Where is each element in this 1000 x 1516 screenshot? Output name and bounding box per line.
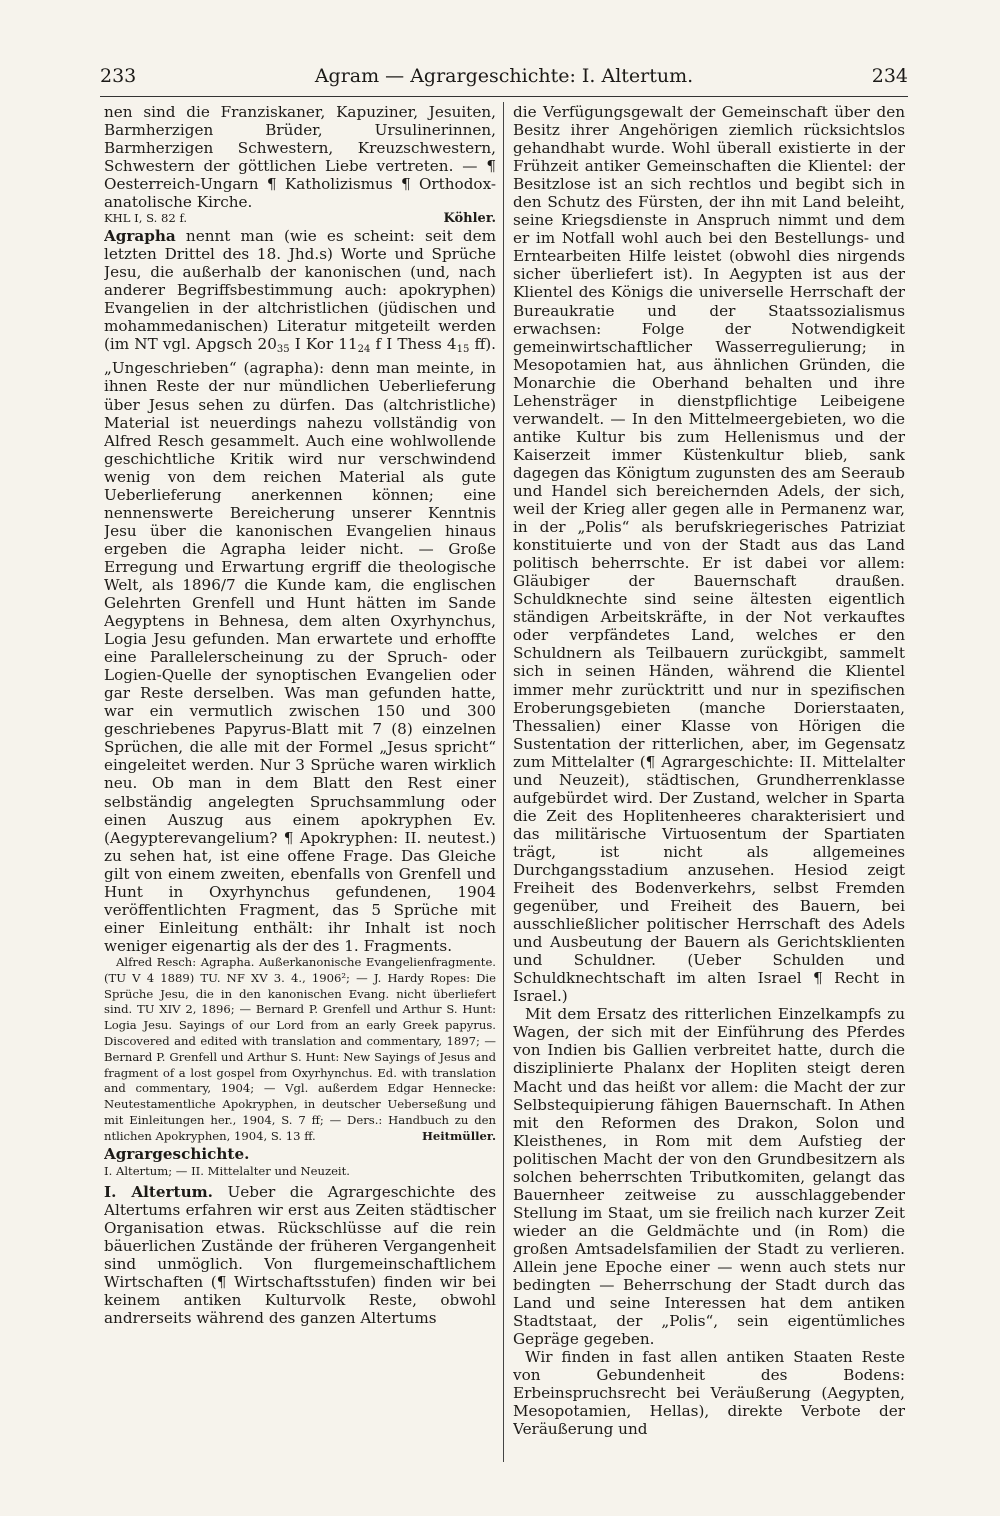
paragraph-altertum: I. Altertum. Ueber die Agrargeschichte des Altertums erfahren wir erst aus Zeiten städtischer Organisation etwas. Rückschlüsse auf die rein bäuerlichen Zustände der früheren Vergangenheit sind unmöglich. Von flurgemeinschaftlichem Wirtschaften (¶ Wirtschaftsstufen) finden wir bei keinem antiken Kulturvolk Reste, obwohl andrerseits während des ganzen Altertums: [104, 1182, 496, 1327]
paragraph-right-3: Wir finden in fast allen antiken Staaten Reste von Gebundenheit des Bodens: Erbeinspruchsrecht bei Veräußerung (Aegypten, Mesopotamien, Hellas), direkte Verbote der Veräußerung und: [513, 1348, 905, 1439]
left-column: [104, 103, 496, 1468]
lemma-agrapha: Agrapha: [104, 227, 176, 246]
running-title: Agram — Agrargeschichte: I. Altertum.: [314, 65, 694, 87]
source-text: KHL I, S. 82 f.: [104, 211, 188, 226]
lemma-agrargeschichte: Agrargeschichte.: [104, 1144, 250, 1163]
bibliography: Alfred Resch: Agrapha. Außerkanonische Evangelienfragmente. (TU V 4 1889) TU. NF XV 3. 4., 1906²; — J. Hardy Ropes: Die Sprüche Jesu, die in den kanonischen Evang. nicht überliefert sind. TU XIV 2, 1896; — Bernard P. Grenfell und Arthur S. Hunt: Logia Jesu. Sayings of our Lord from an early Greek papyrus. Discovered and edited with translation and commentary, 1897; — Bernard P. Grenfell und Arthur S. Hunt: New Sayings of Jesus and fragment of a lost gospel from Oxyrhynchus. Ed. with translation and commentary, 1904; — Vgl. außerdem Edgar Hennecke: Neutestamentliche Apokryphen, in deutscher Ueberseßung und mit Einleitungen her., 1904, S. 7 ff; — Ders.: Handbuch zu den ntlichen Apokryphen, 1904, S. 13 ff. Heitmüller.: [104, 954, 496, 1143]
column-divider: [503, 102, 504, 1462]
author-signature: Köhler.: [443, 211, 496, 227]
article-contents: I. Altertum; — II. Mittelalter und Neuzeit.: [104, 1163, 350, 1178]
source-line-1: [104, 211, 496, 227]
paragraph-right-2: Mit dem Ersatz des ritterlichen Einzelkampfs zu Wagen, der sich mit der Einführung des Pferdes von Indien bis Gallien verbreitet hatte, durch die disziplinierte Phalanx der Hopliten steigt deren Macht und das heißt vor allem: die Macht der zur Selbstequipierung fähigen Bauernschaft. In Athen mit den Reformen des Drakon, Solon und Kleisthenes, in Rom mit dem Aufstieg der politischen Macht der von den Grundbesitzern als solchen beherrschten Tributkomiten, gelangt das Bauernheer zeitweise zu ausschlaggebender Stellung im Staat, um sie freilich nach kurzer Zeit wieder an die Geldmächte und (in Rom) die großen Amtsadelsfamilien der Stadt zu verlieren. Allein jene Epoche einer — wenn auch stets nur bedingten — Beherrschung der Stadt durch das Land und seine Interessen hat dem antiken Stadtstaat, der „Polis“, sein eigentümliches Gepräge gegeben.: [513, 1005, 905, 1349]
right-column: [513, 103, 905, 1468]
paragraph-right-1: die Verfügungsgewalt der Gemeinschaft über den Besitz ihrer Angehörigen ziemlich rücksichtslos gehandhabt wurde. Wohl überall existierte in der Frühzeit antiker Gemeinschaften die Klientel: der Besitzlose ist an sich rechtlos und begibt sich in den Schutz des Fürsten, der ihn mit Land beleiht, seine Kriegsdienste in Anspruch nimmt und dem er im Notfall wohl auch bei den Bestellungs- und Erntearbeiten Hilfe leistet (obwohl dies nirgends sicher überliefert ist). In Aegypten ist aus der Klientel des Königs die universelle Herrschaft der Bureaukratie und der Staatssozialismus erwachsen: Folge der Notwendigkeit gemeinwirtschaftlicher Wasserregulierung; in Mesopotamien hat, aus ähnlichen Gründen, die Monarchie die Oberhand behalten und ihre Lehensträger in dienstpflichtige Leibeigene verwandelt. — In den Mittelmeergebieten, wo die antike Kultur bis zum Hellenismus und der Kaiserzeit immer Küstenkultur blieb, sank dagegen das Königtum zugunsten des am Seeraub und Handel sich bereichernden Adels, der sich, weil der Krieg aller gegen alle in Permanenz war, in der „Polis“ als berufskriegerisches Patriziat konstituierte und von der Stadt aus das Land politisch beherrschte. Er ist dabei vor allem: Gläubiger der Bauernschaft draußen. Schuldknechte sind seine ältesten eigentlich ständigen Arbeitskräfte, in der Not verkauftes oder verpfändetes Land, welches er den Schuldnern als Teilbauern zurückgibt, sammelt sich in seinen Händen, während die Klientel immer mehr zurücktritt und nur in spezifischen Eroberungsgebieten (manche Dorierstaaten, Thessalien) einer Klasse von Hörigen die Sustentation der ritterlichen, aber, im Gegensatz zum Mittelalter (¶ Agrargeschichte: II. Mittelalter und Neuzeit), städtischen, Grundherrenklasse aufgebürdet wird. Der Zustand, welcher in Sparta die Zeit des Hoplitenheeres charakterisiert und das militärische Virtuosentum der Spartiaten trägt, ist nicht als allgemeines Durchgangsstadium anzusehen. Hesiod zeigt Freiheit des Bodenverkehrs, selbst Fremden gegenüber, und Freiheit des Bauern, bei ausschließlicher politischer Herrschaft des Adels und Ausbeutung der Bauern als Gerichtsklienten und Schuldner. (Ueber Schulden und Schuldknechtschaft im alten Israel ¶ Recht in Israel.): [513, 103, 905, 1006]
running-header: [100, 58, 908, 94]
page-number-right: 234: [871, 65, 908, 87]
author-signature-2: Heitmüller.: [421, 1128, 496, 1143]
section-heading: I. Altertum.: [104, 1182, 213, 1201]
paragraph-orders: nen sind die Franziskaner, Kapuziner, Jesuiten, Barmherzigen Brüder, Ursulinerinnen, Barmherzigen Schwestern, Kreuzschwestern, Schwestern der göttlichen Liebe vertreten. — ¶ Oesterreich-Ungarn ¶ Katholizismus ¶ Orthodox-anatolische Kirche.: [104, 103, 496, 212]
page-number-left: 233: [100, 65, 137, 87]
paragraph-agrapha: Agrapha nennt man (wie es scheint: seit dem letzten Drittel des 18. Jhd.s) Worte und Sprüche Jesu, die außerhalb der kanonischen (und, nach anderer Begriffsbestimmung auch: apokryphen) Evangelien in der altchristlichen (jüdischen und mohammedanischen) Literatur mitgeteilt werden (im NT vgl. Apgsch $20_{35}$ I Kor $11_{24}$ f I Thess $4_{15}$ ff). „Ungeschrieben“ (agrapha): denn man meinte, in ihnen Reste der nur mündlichen Ueberlieferung über Jesus sehen zu dürfen. Das (altchristliche) Material ist neuerdings nahezu vollständig von Alfred Resch gesammelt. Auch eine wohlwollende geschichtliche Kritik wird nur verschwindend wenig von dem reichen Material als gute Ueberlieferung anerkennen können; eine nennenswerte Bereicherung unserer Kenntnis Jesu über die kanonischen Evangelien hinaus ergeben die Agrapha leider nicht. — Große Erregung und Erwartung ergriff die theologische Welt, als 1896/7 die Kunde kam, die englischen Gelehrten Grenfell und Hunt hätten im Sande Aegyptens in Behnesa, dem alten Oxyrhynchus, Logia Jesu gefunden. Man erwartete und erhoffte eine Parallelerscheinung zu der Spruch- oder Logien-Quelle der synoptischen Evangelien oder gar Reste derselben. Was man gefunden hatte, war ein vermutlich zwischen 150 und 300 geschriebenes Papyrus-Blatt mit 7 (8) einzelnen Sprüchen, die alle mit der Formel „Jesus spricht“ eingeleitet werden. Nur 3 Sprüche waren wirklich neu. Ob man in dem Blatt den Rest einer selbständig angelegten Spruchsammlung oder einen Auszug aus einem apokryphen Ev. (Aegypterevangelium? ¶ Apokryphen: II. neutest.) zu sehen hat, ist eine offene Frage. Das Gleiche gilt von einem zweiten, ebenfalls von Grenfell und Hunt in Oxyrhynchus gefundenen, 1904 veröffentlichten Fragment, das 5 Sprüche mit einer Einleitung enthält: ihr Inhalt ist noch weniger eigenartig als der des 1. Fragments.: [104, 227, 496, 955]
header-rule: [100, 96, 908, 97]
